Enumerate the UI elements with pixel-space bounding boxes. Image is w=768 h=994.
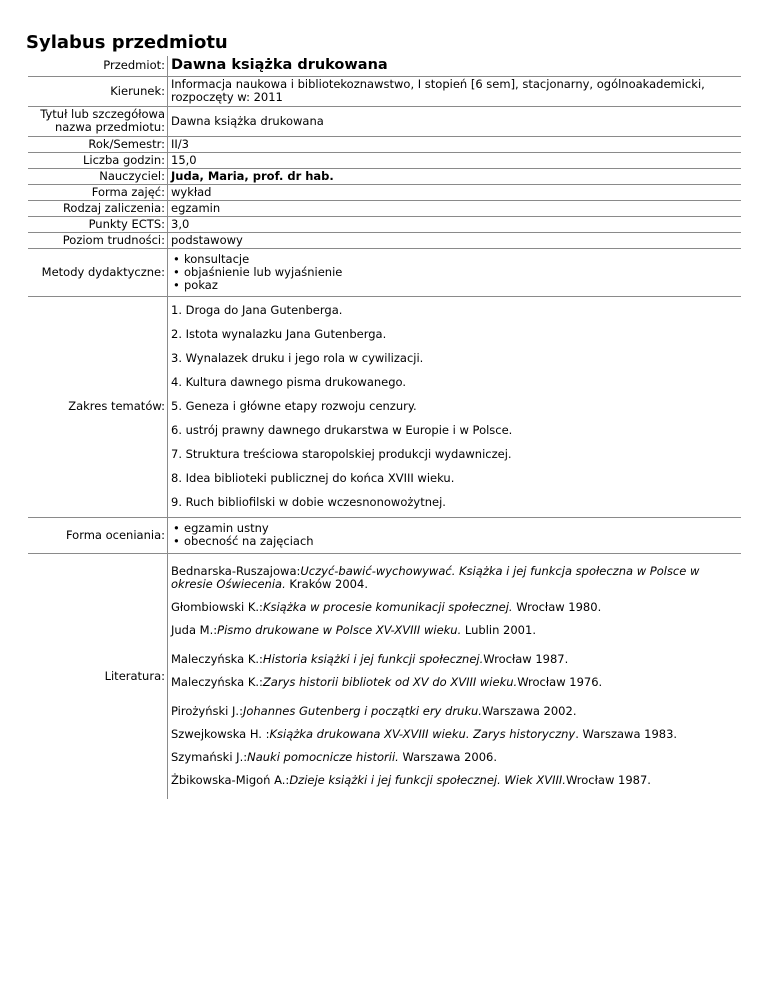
list-item: • obecność na zajęciach: [171, 535, 739, 548]
literature-item: [171, 565, 739, 591]
literature-item: [171, 601, 739, 614]
list-item: • egzamin ustny: [171, 522, 739, 535]
literature-author: Szymański J.:: [171, 750, 248, 765]
literature-author: Żbikowska-Migoń A.:: [171, 773, 290, 788]
literature-item: [171, 705, 739, 718]
literature-author: Juda M.:: [171, 623, 218, 638]
page-title: Sylabus przedmiotu: [26, 32, 228, 53]
literature-publication: Wrocław 1987.: [483, 652, 569, 667]
row-poziom: [28, 232, 741, 248]
literature-publication: Wrocław 1976.: [517, 675, 603, 690]
value-przedmiot: Dawna książka drukowana: [168, 56, 742, 76]
value-tytul: Dawna książka drukowana: [168, 106, 742, 136]
topic-item: 1. Droga do Jana Gutenberga.: [171, 303, 343, 317]
value-metody: [168, 248, 742, 296]
list-item: • konsultacje: [171, 253, 739, 266]
literature-item: [171, 751, 739, 764]
literature-title: Zarys historii bibliotek od XV do XVIII wieku.: [262, 675, 518, 690]
literature-author: Bednarska-Ruszajowa:: [171, 564, 301, 579]
label-forma-zajec: Forma zajęć:: [28, 184, 168, 200]
value-zaliczenie: egzamin: [168, 200, 742, 216]
literature-title: Dzieje książki i jej funkcji społecznej. Wiek XVIII.: [289, 773, 566, 788]
label-rok: Rok/Semestr:: [28, 136, 168, 152]
topic-item: 4. Kultura dawnego pisma drukowanego.: [171, 375, 407, 389]
label-zakres: Zakres tematów:: [28, 296, 168, 517]
row-literatura: [28, 553, 741, 799]
literature-publication: Warszawa 2002.: [481, 704, 577, 719]
literature-author: Szwejkowska H. :: [171, 727, 270, 742]
literature-publication: Warszawa 2006.: [398, 750, 497, 765]
value-ects: 3,0: [168, 216, 742, 232]
topic-item: 5. Geneza i główne etapy rozwoju cenzury.: [171, 399, 417, 413]
topic-item: 6. ustrój prawny dawnego drukarstwa w Europie i w Polsce.: [171, 423, 513, 437]
label-kierunek: Kierunek:: [28, 76, 168, 106]
label-literatura: Literatura:: [28, 553, 168, 799]
label-metody: Metody dydaktyczne:: [28, 248, 168, 296]
literature-publication: Lublin 2001.: [461, 623, 536, 638]
label-przedmiot: Przedmiot:: [103, 58, 165, 73]
literature-item: [171, 728, 739, 741]
row-tytul: [28, 106, 741, 136]
row-zaliczenie: [28, 200, 741, 216]
value-godziny: 15,0: [168, 152, 742, 168]
row-ects: [28, 216, 741, 232]
literature-publication: Wrocław 1980.: [512, 600, 602, 615]
ocenianie-list: [171, 522, 739, 548]
literature-author: Maleczyńska K.:: [171, 675, 263, 690]
row-kierunek: [28, 76, 741, 106]
value-poziom: podstawowy: [168, 232, 742, 248]
topic-item: 7. Struktura treściowa staropolskiej produkcji wydawniczej.: [171, 447, 512, 461]
literature-publication: . Warszawa 1983.: [575, 727, 678, 742]
literature-title: Nauki pomocnicze historii.: [247, 750, 399, 765]
row-zakres: [28, 296, 741, 517]
literature-publication: Kraków 2004.: [285, 577, 368, 592]
topic-item: 8. Idea biblioteki publicznej do końca XVIII wieku.: [171, 471, 455, 485]
label-nauczyciel: Nauczyciel:: [28, 168, 168, 184]
literature-item: [171, 774, 739, 787]
value-forma-zajec: wykład: [168, 184, 742, 200]
literature-title: Pismo drukowane w Polsce XV-XVIII wieku.: [217, 623, 462, 638]
value-nauczyciel: Juda, Maria, prof. dr hab.: [168, 168, 742, 184]
row-nauczyciel: [28, 168, 741, 184]
row-godziny: [28, 152, 741, 168]
literature-title: Uczyć-bawić-wychowywać. Książka i jej funkcja społeczna w Polsce w okresie Oświecenia.: [171, 564, 700, 592]
topic-item: 3. Wynalazek druku i jego rola w cywilizacji.: [171, 351, 424, 365]
label-zaliczenie: Rodzaj zaliczenia:: [28, 200, 168, 216]
row-ocenianie: [28, 517, 741, 553]
value-literatura: [168, 553, 742, 799]
label-godziny: Liczba godzin:: [28, 152, 168, 168]
literature-publication: Wrocław 1987.: [565, 773, 651, 788]
literature-title: Książka drukowana XV-XVIII wieku. Zarys historyczny: [269, 727, 576, 742]
row-rok: [28, 136, 741, 152]
row-przedmiot: [28, 56, 741, 76]
label-ects: Punkty ECTS:: [28, 216, 168, 232]
literature-author: Maleczyńska K.:: [171, 652, 263, 667]
row-metody: [28, 248, 741, 296]
label-poziom: Poziom trudności:: [28, 232, 168, 248]
list-item: • pokaz: [171, 279, 739, 292]
metody-list: [171, 253, 739, 292]
topic-item: 2. Istota wynalazku Jana Gutenberga.: [171, 327, 387, 341]
literature-title: Historia książki i jej funkcji społecznej.: [262, 652, 484, 667]
value-ocenianie: [168, 517, 742, 553]
literature-author: Pirożyński J.:: [171, 704, 243, 719]
row-forma-zajec: [28, 184, 741, 200]
literature-author: Głombiowski K.:: [171, 600, 263, 615]
value-kierunek: Informacja naukowa i bibliotekoznawstwo, I stopień [6 sem], stacjonarny, ogólnoakademicki, rozpoczęty w: 2011: [168, 76, 742, 106]
value-rok: II/3: [168, 136, 742, 152]
literature-item: [171, 676, 739, 689]
topic-item: 9. Ruch bibliofilski w dobie wczesnonowożytnej.: [171, 495, 446, 509]
label-tytul: Tytuł lub szczegółowa nazwa przedmiotu:: [28, 106, 168, 136]
value-zakres: [168, 296, 742, 517]
syllabus-table: [28, 56, 741, 799]
literature-item: [171, 653, 739, 666]
label-ocenianie: Forma oceniania:: [28, 517, 168, 553]
literature-title: Johannes Gutenberg i początki ery druku.: [242, 704, 482, 719]
list-item: • objaśnienie lub wyjaśnienie: [171, 266, 739, 279]
literature-title: Książka w procesie komunikacji społecznej.: [262, 600, 513, 615]
literature-item: [171, 624, 739, 637]
